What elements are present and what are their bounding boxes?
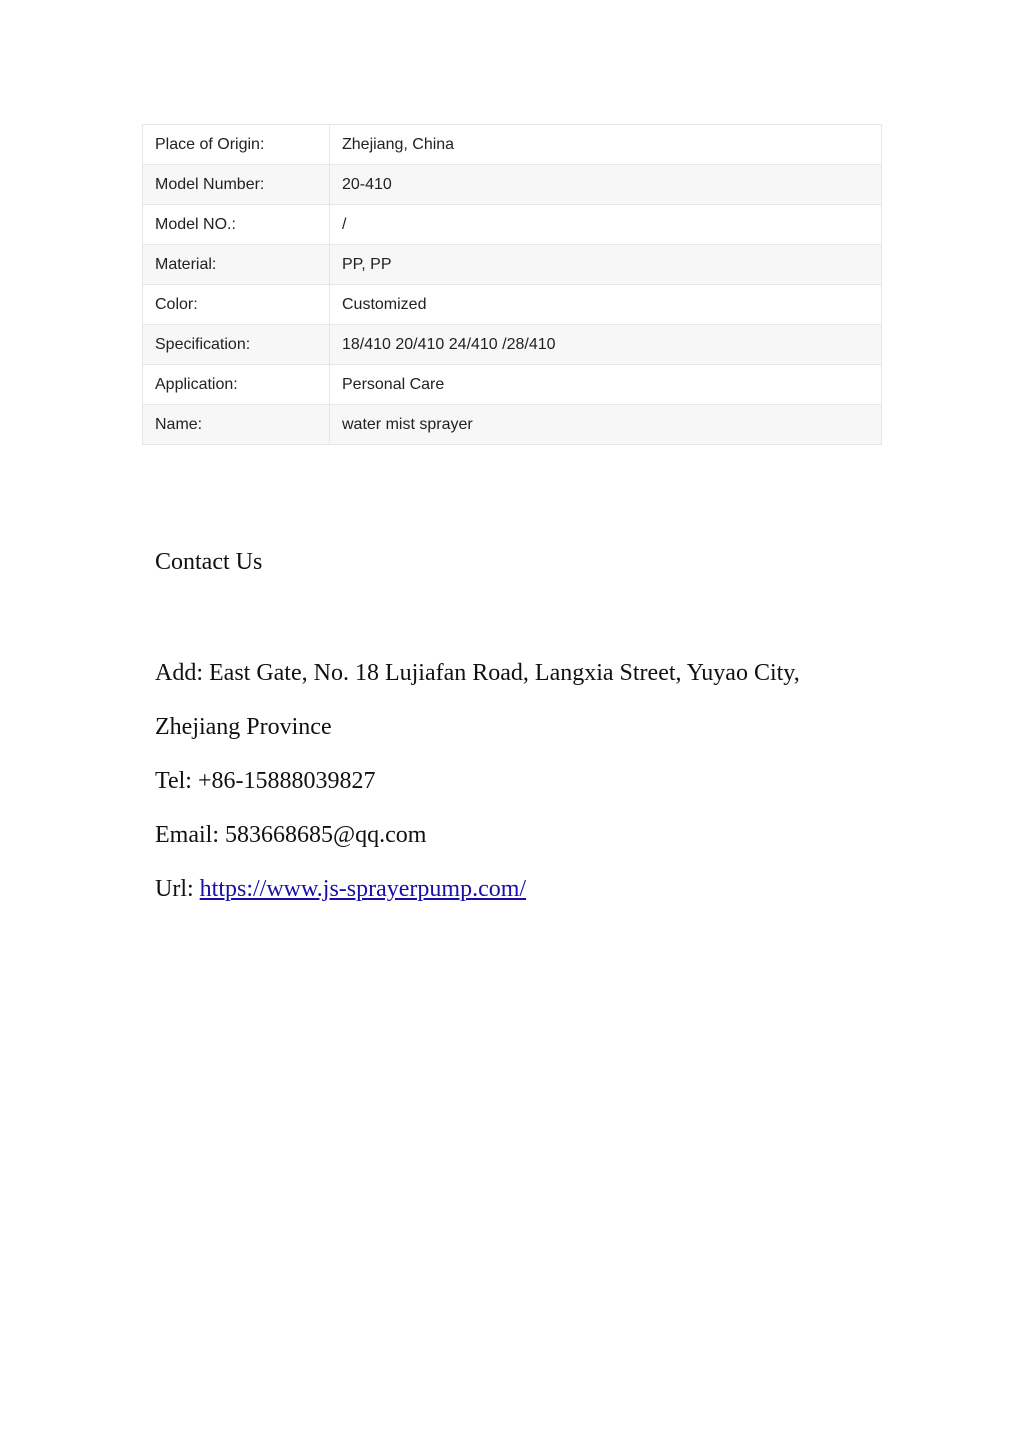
address-label: Add:: [155, 660, 203, 686]
table-row: [143, 325, 882, 365]
address-line-2: Zhejiang Province: [155, 714, 332, 740]
spec-label: Name:: [143, 405, 330, 445]
address-line: [155, 646, 915, 700]
table-row: [143, 365, 882, 405]
spec-value: Zhejiang, China: [330, 125, 882, 165]
address-text: East Gate, No. 18 Lujiafan Road, Langxia Street, Yuyao City,: [209, 660, 800, 686]
website-link[interactable]: https://www.js-sprayerpump.com/: [199, 876, 527, 902]
email-label: Email:: [155, 822, 219, 848]
spec-value: /: [330, 205, 882, 245]
tel-number: +86-15888039827: [197, 768, 376, 794]
spec-label: Specification:: [143, 325, 330, 365]
spec-value: Personal Care: [330, 365, 882, 405]
spec-label: Place of Origin:: [143, 125, 330, 165]
spec-label: Material:: [143, 245, 330, 285]
spec-value: water mist sprayer: [330, 405, 882, 445]
table-row: [143, 205, 882, 245]
email-address: 583668685@qq.com: [224, 822, 427, 848]
spec-value: 20-410: [330, 165, 882, 205]
table-row: [143, 405, 882, 445]
table-row: [143, 125, 882, 165]
contact-details: [155, 646, 915, 916]
spec-value: PP, PP: [330, 245, 882, 285]
tel-label: Tel:: [155, 768, 192, 794]
spec-label: Color:: [143, 285, 330, 325]
contact-section: [155, 540, 915, 916]
table-row: [143, 285, 882, 325]
spec-label: Application:: [143, 365, 330, 405]
spec-label: Model Number:: [143, 165, 330, 205]
spec-value: 18/410 20/410 24/410 /28/410: [330, 325, 882, 365]
spec-label: Model NO.:: [143, 205, 330, 245]
url-label: Url:: [155, 876, 194, 902]
spec-table: [142, 124, 882, 445]
spec-value: Customized: [330, 285, 882, 325]
contact-heading: Contact Us: [155, 549, 263, 575]
email-line: [155, 808, 915, 862]
tel-line: [155, 754, 915, 808]
table-row: [143, 165, 882, 205]
url-line: [155, 862, 915, 916]
table-row: [143, 245, 882, 285]
